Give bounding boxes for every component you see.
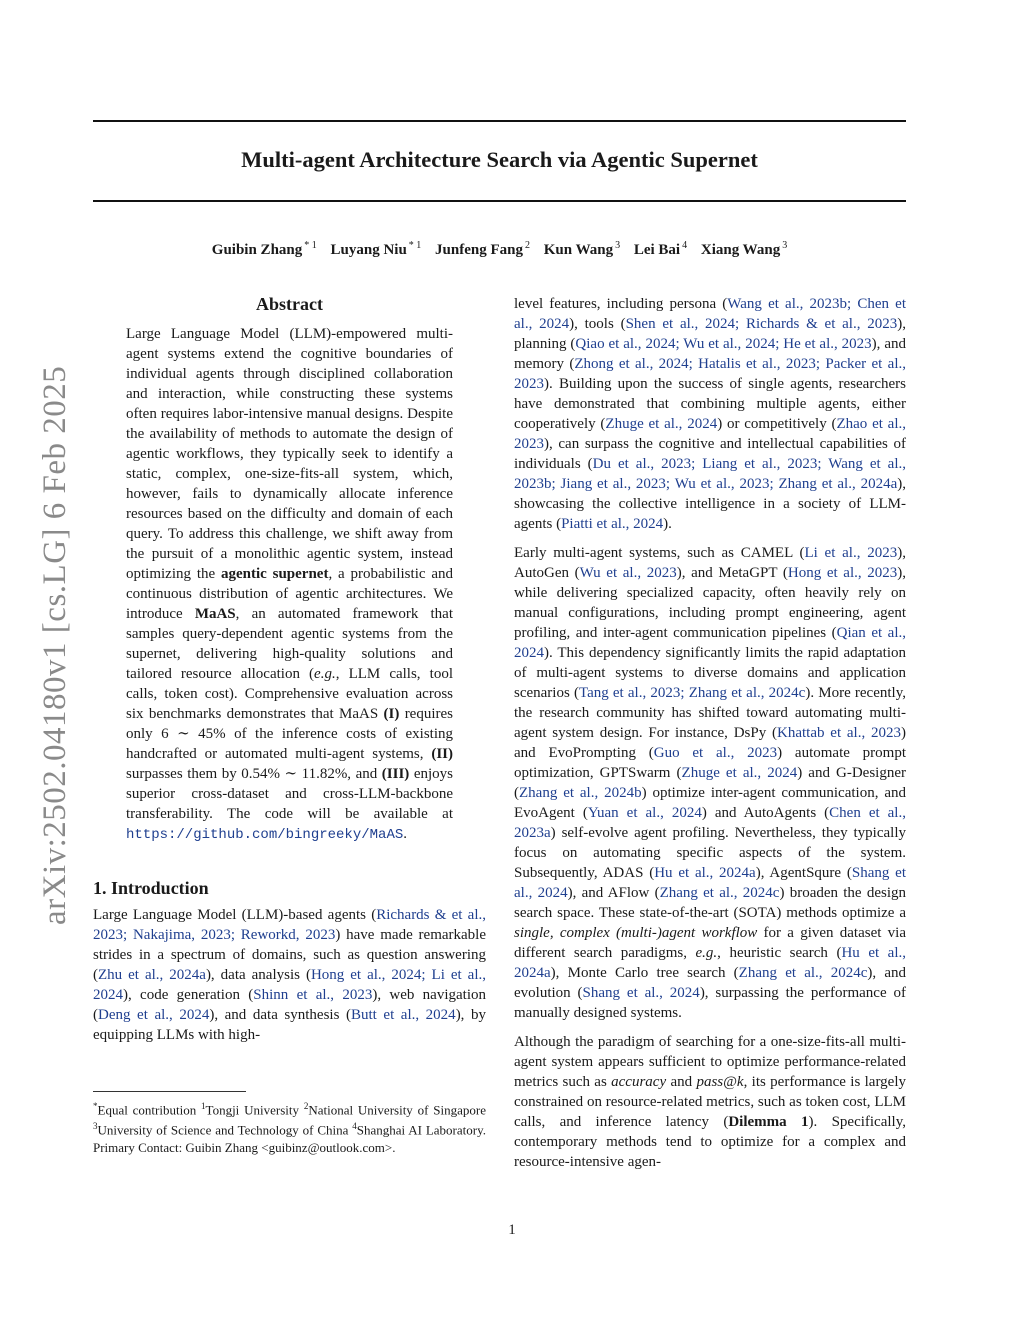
text: ), and data synthesis (	[209, 1007, 351, 1023]
author-affiliation: 2	[524, 240, 530, 251]
text: ) and EvoPrompting (	[514, 725, 906, 761]
author-name: Kun Wang	[543, 242, 614, 258]
citation-link[interactable]: Zhu et al., 2024a	[98, 967, 206, 983]
text: ), while delivering specialized capacity, often heavily rely on manual configurations, including prompt engineering, agent profiling, and inter-agent communication pipelines (	[514, 565, 906, 641]
section-heading: 1. Introduction	[93, 878, 209, 898]
author	[634, 234, 687, 262]
text: Although the paradigm of searching for a one-size-fits-all multi-agent system appears sufficient to optimize performance-related metrics such as	[514, 1034, 906, 1090]
citation-link[interactable]: Du et al., 2023; Liang et al., 2023; Wang et al., 2023b; Jiang et al., 2023; Wu et al., 2023; Zhang et al., 2024a	[514, 456, 906, 492]
text: ), web navigation (	[93, 987, 486, 1023]
footnote-text: National University of Singapore	[308, 1102, 486, 1118]
author-affiliation: 3	[615, 240, 621, 251]
author-name: Xiang Wang	[700, 242, 781, 258]
intro-paragraph	[514, 1032, 906, 1172]
code-link[interactable]: https://github.com/bingreeky/MaAS	[126, 827, 404, 843]
text: ). Building upon the success of single agents, researchers have demonstrated that combining multiple agents, either cooperatively (	[514, 376, 906, 432]
title-rule-top	[93, 120, 906, 122]
citation-link[interactable]: Chen et al., 2023a	[514, 805, 906, 841]
citation-link[interactable]: Zhang et al., 2024c	[738, 965, 868, 981]
abstract-bold: agentic supernet	[220, 566, 329, 582]
abstract-text: .	[403, 826, 407, 842]
text: for a given dataset via different search paradigms,	[514, 925, 906, 961]
intro-paragraph	[93, 905, 486, 1045]
footnote-rule	[93, 1091, 246, 1092]
text: ) and AutoAgents (	[701, 805, 830, 821]
author-affiliation: 3	[782, 240, 788, 251]
author-affiliation: * 1	[304, 240, 317, 251]
text: Early multi-agent systems, such as CAMEL (	[514, 545, 805, 561]
text: ), and MetaGPT (	[676, 565, 788, 581]
author	[212, 234, 317, 262]
abstract-text: Large Language Model (LLM)-empowered multi-agent systems extend the cognitive boundaries of individual agents through disciplined collaboration and interaction, while constructing these systems often requires labor-intensive manual designs. Despite the availability of methods to automate the design of agentic workflows, they typically seek to identify a static, complex, one-size-fits-all system, which, however, fails to dynamically allocate inference resources based on the difficulty and domain of each query. To address this challenge, we shift away from the pursuit of a monolithic agentic system, instead optimizing the	[126, 326, 453, 582]
author	[435, 234, 530, 262]
text: ). This dependency significantly limits the rapid adaptation of multi-agent systems to diverse domains and application scenarios (	[514, 645, 906, 701]
text: ). Specifically, contemporary methods tend to optimize for a complex and resource-intensive agen-	[514, 1114, 906, 1170]
text: ), code generation (	[123, 987, 254, 1003]
citation-link[interactable]: Zhao et al., 2023	[514, 416, 906, 452]
author	[701, 234, 787, 262]
text: ), tools (	[569, 316, 626, 332]
footnote-text: Equal contribution	[97, 1102, 202, 1118]
citation-link[interactable]: Hong et al., 2023	[787, 565, 898, 581]
citation-link[interactable]: Hong et al., 2024; Li et al., 2024	[93, 967, 486, 1003]
footnote-text: Shanghai AI Laboratory. Primary Contact: Guibin Zhang <guibinz@outlook.com>.	[93, 1122, 486, 1155]
abstract-text: , a probabilistic and continuous distribution of agentic architectures. We introduce	[126, 566, 453, 622]
citation-link[interactable]: Piatti et al., 2024	[561, 516, 664, 532]
text: ) broaden the design search space. These state-of-the-art (SOTA) methods optimize a	[514, 885, 906, 921]
text: and	[666, 1074, 697, 1090]
page-number: 1	[508, 1222, 516, 1238]
title-rule-bottom	[93, 200, 906, 202]
italic-text: single, complex (multi-)agent workflow	[514, 925, 758, 941]
intro-paragraph	[514, 543, 906, 1023]
author	[331, 234, 422, 262]
text: ) optimize inter-agent communication, and EvoAgent (	[514, 785, 906, 821]
text: ), can surpass the cognitive and intellectual capabilities of individuals (	[514, 436, 906, 472]
author-name: Lei Bai	[633, 242, 681, 258]
abstract-bold: (II)	[431, 746, 453, 762]
citation-link[interactable]: Zhang et al., 2024c	[659, 885, 780, 901]
text: ) self-evolve agent profiling. Nevertheless, they typically focus on automating specific aspects of the system. Subsequently, ADAS (	[514, 825, 906, 881]
citation-link[interactable]: Guo et al., 2023	[653, 745, 778, 761]
author-name: Guibin Zhang	[211, 242, 303, 258]
citation-link[interactable]: Richards & et al., 2023; Nakajima, 2023; Reworkd, 2023	[93, 907, 486, 943]
abstract-bold: (I)	[383, 706, 400, 722]
citation-link[interactable]: Zhong et al., 2024; Hatalis et al., 2023; Packer et al., 2023	[514, 356, 906, 392]
citation-link[interactable]: Li et al., 2023	[804, 545, 898, 561]
abstract-italic: e.g.	[314, 666, 336, 682]
text: ), planning (	[514, 316, 906, 352]
author	[544, 234, 620, 262]
text: ), and memory (	[514, 336, 906, 372]
abstract-bold: MaAS	[194, 606, 236, 622]
abstract-text: , an automated framework that samples query-dependent agentic systems from the supernet, delivering high-quality solutions and tailored resource allocation (	[126, 606, 453, 682]
citation-link[interactable]: Shang et al., 2024	[514, 865, 906, 901]
citation-link[interactable]: Deng et al., 2024	[98, 1007, 210, 1023]
text: ), showcasing the collective intelligence in a society of LLM-agents (	[514, 476, 906, 532]
text: ).	[663, 516, 672, 532]
author-affiliation: * 1	[408, 240, 422, 251]
footnote	[93, 1098, 486, 1156]
author-name: Luyang Niu	[330, 242, 407, 258]
text: ) have made remarkable strides in a spectrum of domains, such as question answering (	[93, 927, 486, 983]
bold-text: Dilemma 1	[728, 1114, 809, 1130]
citation-link[interactable]: Yuan et al., 2024	[587, 805, 702, 821]
abstract-text: enjoys superior cross-dataset and cross-LLM-backbone transferability. The code will be available at	[126, 766, 453, 822]
citation-link[interactable]: Wu et al., 2023	[579, 565, 677, 581]
citation-link[interactable]: Shang et al., 2024	[582, 985, 700, 1001]
text: , its performance is largely constrained on resource-related metrics, such as token cost, LLM calls, and inference latency (	[514, 1074, 906, 1130]
text: ) or competitively (	[717, 416, 837, 432]
citation-link[interactable]: Wang et al., 2023b; Chen et al., 2024	[514, 296, 906, 332]
author-name: Junfeng Fang	[435, 242, 523, 258]
footnote-mark: 4	[352, 1121, 357, 1132]
abstract-heading: Abstract	[256, 294, 323, 314]
text: ), and AFlow (	[567, 885, 660, 901]
abstract-text: , LLM calls, tool calls, token cost). Comprehensive evaluation across six benchmarks demonstrates that MaAS	[126, 666, 453, 722]
citation-link[interactable]: Qiao et al., 2024; Wu et al., 2024; He et al., 2023	[575, 336, 872, 352]
footnote-text: Tongji University	[205, 1102, 304, 1118]
arxiv-watermark: arXiv:2502.04180v1 [cs.LG] 6 Feb 2025	[37, 365, 73, 925]
footnote-mark: 1	[201, 1101, 206, 1111]
italic-text: e.g.	[695, 945, 718, 961]
text: ), AutoGen (	[514, 545, 906, 581]
citation-link[interactable]: Shinn et al., 2023	[253, 987, 373, 1003]
text: ), data analysis (	[205, 967, 311, 983]
abstract-bold: (III)	[381, 766, 410, 782]
text: ), and evolution (	[514, 965, 906, 1001]
left-column	[93, 290, 486, 1045]
text: ), Monte Carlo tree search (	[550, 965, 739, 981]
text: ), AgentSqure (	[755, 865, 852, 881]
citation-link[interactable]: Khattab et al., 2023	[777, 725, 901, 741]
footnote-mark: *	[93, 1101, 98, 1111]
citation-link[interactable]: Butt et al., 2024	[351, 1007, 456, 1023]
right-column	[514, 294, 906, 1181]
italic-text: pass@k	[696, 1074, 744, 1090]
footnote-mark: 3	[93, 1121, 98, 1132]
abstract-text: surpasses them by 0.54% ∼ 11.82%, and	[126, 766, 382, 782]
text: ), by equipping LLMs with high-	[93, 1007, 486, 1043]
citation-link[interactable]: Zhuge et al., 2024	[681, 765, 798, 781]
text: ), surpassing the performance of manually designed systems.	[514, 985, 906, 1021]
text: , heuristic search (	[717, 945, 842, 961]
citation-link[interactable]: Hu et al., 2024a	[654, 865, 756, 881]
intro-paragraph	[514, 294, 906, 534]
text: Large Language Model (LLM)-based agents (	[93, 907, 377, 923]
author-list	[93, 234, 906, 262]
citation-link[interactable]: Hu et al., 2024a	[514, 945, 907, 981]
italic-text: accuracy	[611, 1074, 667, 1090]
citation-link[interactable]: Qian et al., 2024	[514, 625, 906, 661]
footnote-text: University of Science and Technology of China	[97, 1122, 353, 1138]
abstract-text: requires only 6 ∼ 45% of the inference costs of existing handcrafted or automated multi-agent systems,	[126, 706, 453, 762]
citation-link[interactable]: Zhang et al., 2024b	[519, 785, 642, 801]
text: ) automate prompt optimization, GPTSwarm (	[514, 745, 907, 781]
citation-link[interactable]: Shen et al., 2024; Richards & et al., 2023	[625, 316, 898, 332]
abstract-body	[126, 324, 453, 845]
text: ) and G-Designer (	[514, 765, 906, 801]
footnote-mark: 2	[303, 1101, 309, 1111]
citation-link[interactable]: Zhuge et al., 2024	[605, 416, 718, 432]
text: ). More recently, the research community has shifted toward automating multi-agent system design. For instance, DsPy (	[514, 685, 906, 741]
citation-link[interactable]: Tang et al., 2023; Zhang et al., 2024c	[578, 685, 806, 701]
text: level features, including persona (	[514, 296, 728, 312]
author-affiliation: 4	[682, 240, 688, 251]
paper-title: Multi-agent Architecture Search via Agentic Supernet	[241, 147, 758, 172]
